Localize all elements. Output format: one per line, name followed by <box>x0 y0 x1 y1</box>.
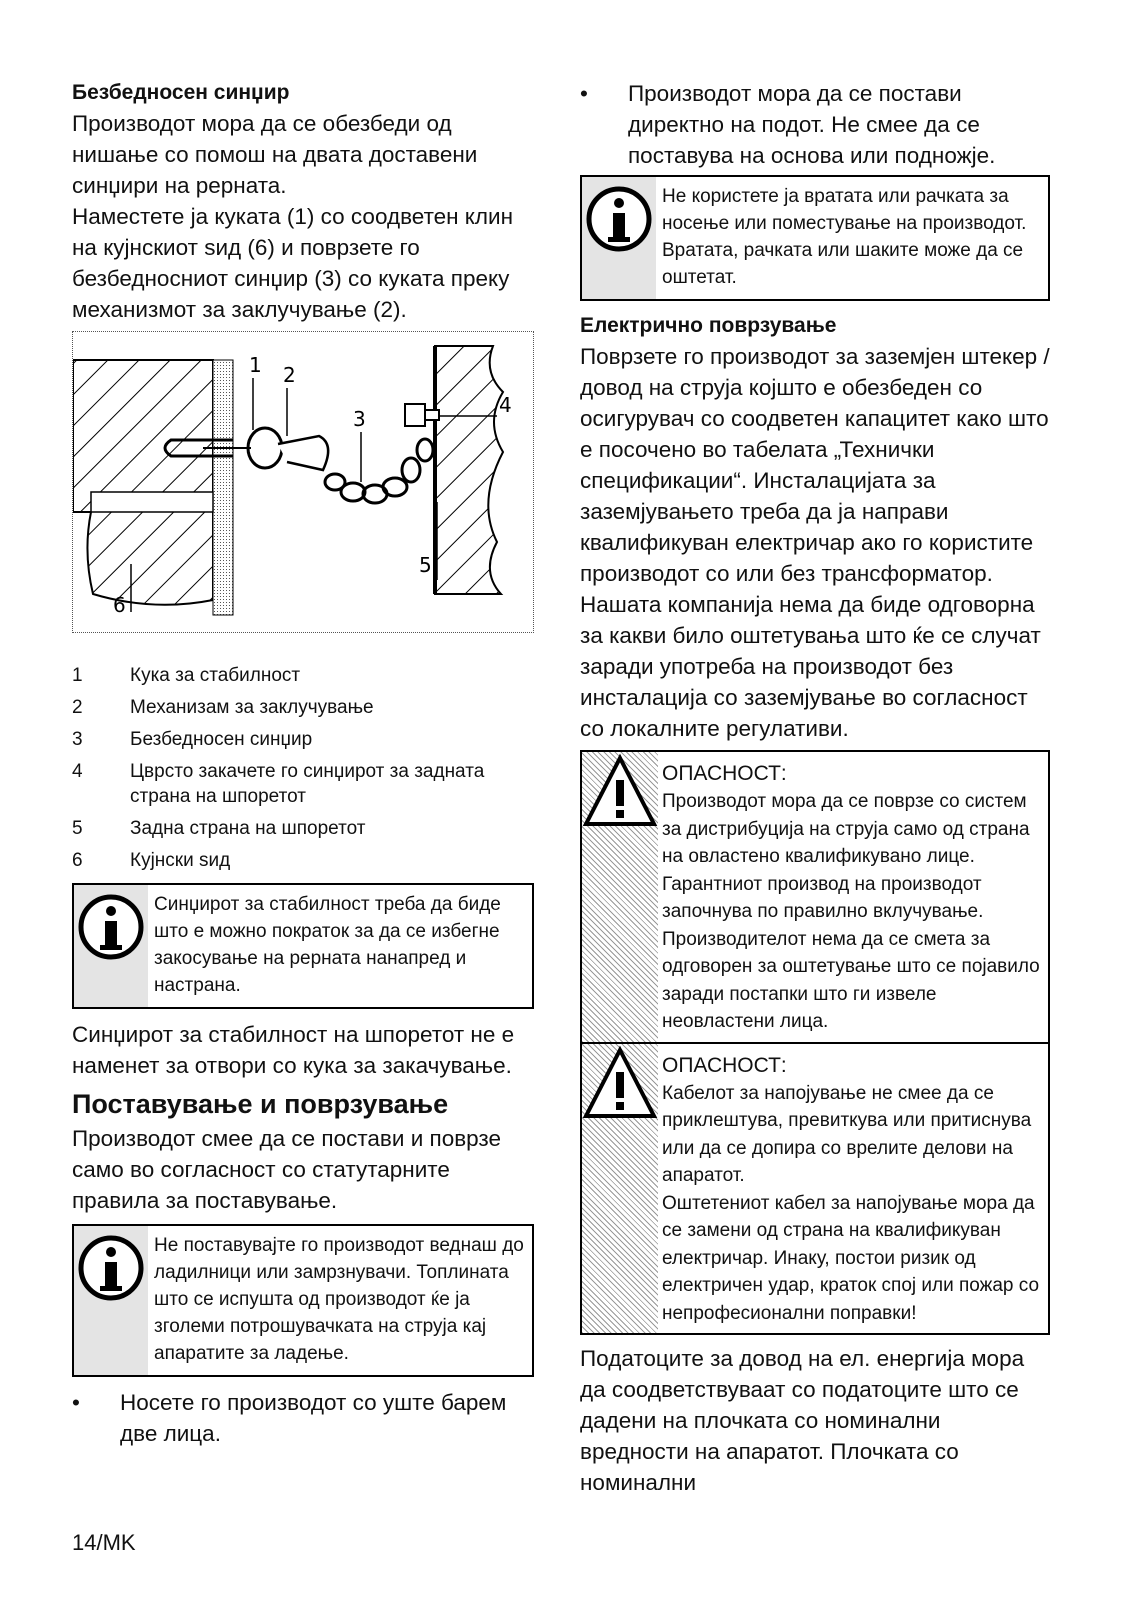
info-box-door <box>580 175 1050 301</box>
chain-diagram <box>72 331 534 633</box>
left-column <box>72 78 534 1449</box>
warning-2-text-b: Оштетениот кабел за напојување мора да се замени од страна на квалификуван електричар. Инаку, постои ризик од електричен удар, краток спој или пожар со непрофесионални поправки! <box>662 1192 1040 1324</box>
wall-shelf <box>91 492 213 512</box>
legend-item: 6 Кујнски ѕид <box>72 850 231 871</box>
cooker-back-shape <box>435 346 503 594</box>
right-column <box>580 78 1050 1498</box>
electric-heading: Електрично поврзување <box>580 314 837 337</box>
bullet-dot: • <box>72 1390 80 1415</box>
warning-stack <box>580 750 1050 1335</box>
bullet-floor: • Производот мора да се постави директно на подот. Не смее да се поставува на основа или подножје. <box>580 78 1050 171</box>
info-text-door: Не користете ја вратата или рачката за носење или поместување на производот. Вратата, рачката или шаките може да се оштетат. <box>662 186 1027 288</box>
legend-item: 3 Безбедносен синџир <box>72 729 313 750</box>
lock-clasp <box>278 436 328 470</box>
info-text-fridge: Не поставувајте го производот веднаш до ладилници или замрзнувачи. Топлината што се испушта од производот ќе ја зголеми потрошувачката на струја кај апаратите за ладење. <box>154 1235 524 1364</box>
lock-ring <box>248 428 282 468</box>
warning-icon <box>582 1044 658 1334</box>
legend-item: 2 Механизам за заклучување <box>72 697 374 718</box>
figure-label-3: 3 <box>353 407 366 431</box>
figure-label-5: 5 <box>419 553 432 577</box>
electric-paragraph-1: Поврзете го производот за заземјен штекер / довод на струја којшто е обезбеден со осигурувач со соодветен капацитет како што е посочено во табелата „Технички спецификации“. Инсталацијата за заземјувањето треба да ја направи квалификуван електричар ако го користите производот со или без трансформатор. <box>580 344 1050 586</box>
info-box-fridge <box>72 1224 534 1377</box>
wall-surface <box>213 360 233 615</box>
info-icon <box>74 1226 148 1375</box>
section-heading: Поставување и поврзување <box>72 1089 449 1119</box>
bullet-dot: • <box>580 81 588 106</box>
warning-1-text-b: Производителот нема да се смета за одговорен за оштетување што се појавило заради постапки што ги извеле неовластени лица. <box>662 928 1040 1032</box>
chain-diagram-drawing <box>73 332 533 632</box>
warning-2-text-a: Кабелот за напојување не смее да се приклештува, превиткува или притиснува или да се допира со врелите делови на апаратот. <box>662 1082 1032 1186</box>
rating-plate-paragraph: Податоците за довод на ел. енергија мора да соодветствуваат со податоците што се дадени на плочката со номинални вредности на апаратот. Плочката со номинални <box>580 1346 1025 1495</box>
figure-label-2: 2 <box>283 363 296 387</box>
figure-label-1: 1 <box>249 353 262 377</box>
figure-legend <box>72 663 534 873</box>
bullet-carry: • Носете го производот со уште барем две лица. <box>72 1387 534 1449</box>
kitchen-wall-shape <box>73 360 213 605</box>
chain-note: Синџирот за стабилност на шпоретот не е наменет за отвори со кука за закачување. <box>72 1022 515 1078</box>
figure-label-6: 6 <box>113 593 126 617</box>
bolt-shape <box>405 404 425 426</box>
safety-paragraph-1: Производот мора да се обезбеди од нишање со помош на двата доставени синџири на рерната. <box>72 111 478 198</box>
info-text-chain: Синџирот за стабилност треба да биде што е можно пократок за да се избегне закосување на рерната нанапред и настрана. <box>154 894 501 996</box>
warning-box-1 <box>582 752 1048 1042</box>
safety-paragraph-2: Наместете ја куката (1) со соодветен клин на кујнскиот ѕид (6) и поврзете го безбедносниот синџир (3) со куката преку механизмот за заклучување (2). <box>72 204 514 322</box>
placement-paragraph: Производот смее да се постави и поврзе само во согласност со статутарните правила за поставување. <box>72 1126 502 1213</box>
warning-1-text-a: Производот мора да се поврзе со систем за дистрибуција на струја само од страна на овластено квалификувано лице. Гарантниот производ на производот започнува по правилно вклучување. <box>662 791 1030 922</box>
electric-paragraph-2: Нашата компанија нема да биде одговорна за какви било оштетувања што ќе се случат заради употреба на производот без инсталација со заземјување во согласност со локалните регулативи. <box>580 592 1041 741</box>
legend-item: 1 Кука за стабилност <box>72 665 301 686</box>
figure-label-4: 4 <box>499 393 512 417</box>
info-box-chain <box>72 883 534 1009</box>
legend-item: 4 Цврсто закачете го синџирот за задната страна на шпоретот <box>72 761 485 807</box>
warning-box-2 <box>582 1042 1048 1334</box>
warning-1-heading: ОПАСНОСТ: <box>662 762 787 785</box>
legend-item: 5 Задна страна на шпоретот <box>72 818 366 839</box>
warning-icon <box>582 752 658 1042</box>
safety-chain-heading: Безбедносен синџир <box>72 81 290 104</box>
warning-2-heading: ОПАСНОСТ: <box>662 1053 787 1077</box>
info-icon <box>582 177 656 299</box>
page-number: 14/MK <box>72 1530 136 1555</box>
info-icon <box>74 885 148 1007</box>
